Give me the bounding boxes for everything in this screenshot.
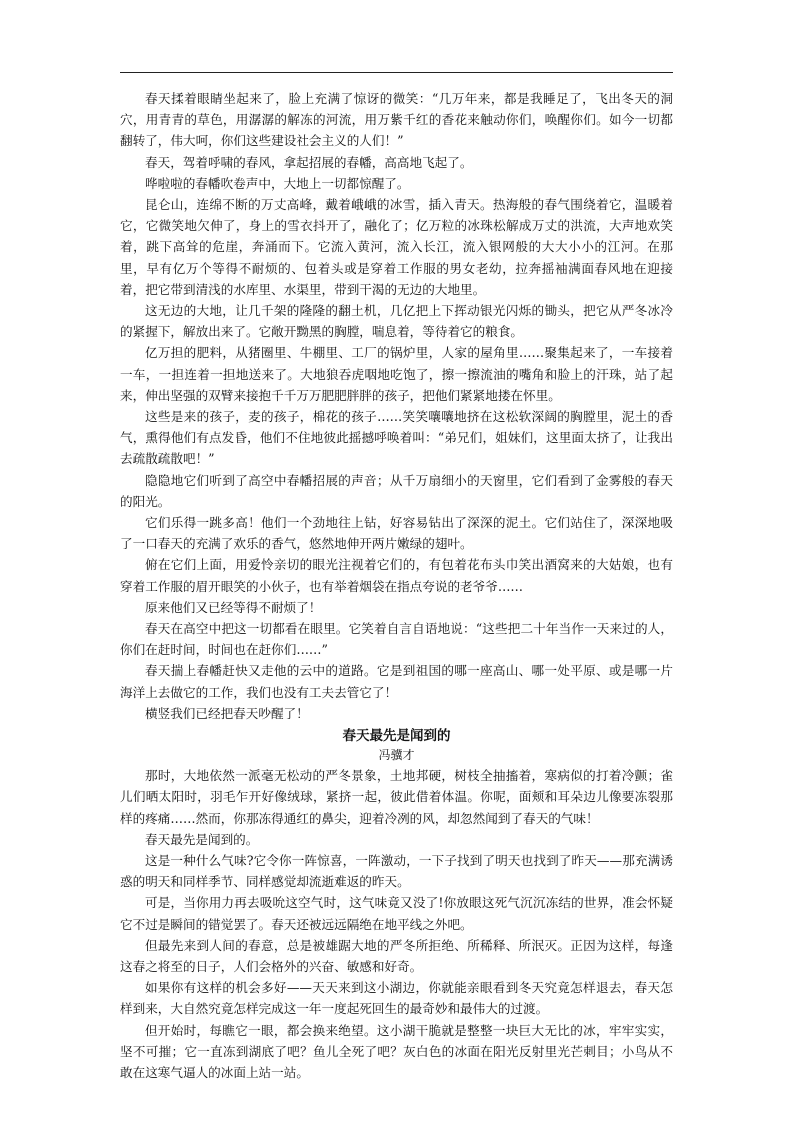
paragraph: 这些是来的孩子，麦的孩子，棉花的孩子……笑笑嚷嚷地挤在这松软深阔的胸膛里，泥土的香气，熏得他们有点发昏，他们不住地彼此摇撼呼唤着叫：“弟兄们，姐妹们，这里面太挤了，让我出去疏散疏散吧！” — [120, 409, 673, 467]
paragraph: 它们乐得一跳多高！他们一个劲地往上钻，好容易钻出了深深的泥土。它们站住了，深深地吸了一口春天的充满了欢乐的香气，悠然地伸开两片嫩绿的翅叶。 — [120, 515, 673, 552]
paragraph: 但开始时，每瞧它一眼，都会换来绝望。这小湖干脆就是整整一块巨大无比的冰，牢牢实实，坚不可摧；它一直冻到湖底了吧？鱼儿全死了吧？灰白色的冰面在阳光反射里光芒刺目；小鸟从不敢在这寒气逼人的冰面上站一站。 — [120, 1022, 673, 1080]
document-body — [120, 88, 673, 1083]
paragraph: 横竖我们已经把春天吵醒了！ — [145, 705, 309, 721]
paragraph: 春天揉着眼睛坐起来了，脸上充满了惊讶的微笑：“几万年来，都是我睡足了，飞出冬天的洞穴，用青青的草色，用潺潺的解冻的河流，用万紫千红的香花来触动你们，唤醒你们。如今一切都翻转了，伟大呵，你们这些建设社会主义的人们！” — [120, 91, 673, 149]
paragraph: 春天，驾着呼啸的春风，拿起招展的春幡，高高地飞起了。 — [145, 154, 473, 170]
paragraph: 俯在它们上面，用爱怜亲切的眼光注视着它们的，有包着花布头巾笑出酒窝来的大姑娘，也有穿着工作服的眉开眼笑的小伙子，也有举着烟袋在指点夸说的老爷爷…… — [120, 557, 673, 594]
paragraph: 亿万担的肥料，从猪圈里、牛棚里、工厂的锅炉里，人家的屋角里……聚集起来了，一车接着一车，一担连着一担地送来了。大地狼吞虎咽地吃饱了，擦一擦流油的嘴角和脸上的汗珠，站了起来，伸出坚强的双臂来接抱千千万万肥肥胖胖的孩子，把他们紧紧地搂在怀里。 — [120, 345, 673, 403]
paragraph: 春天最先是闻到的。 — [145, 831, 259, 847]
article-author: 冯骥才 — [378, 748, 415, 763]
paragraph: 这是一种什么气味?它令你一阵惊喜，一阵激动，一下子找到了明天也找到了昨天——那充满诱惑的明天和同样季节、同样感觉却流逝难返的昨天。 — [120, 852, 673, 890]
paragraph: 这无边的大地，让几千架的隆隆的翻土机，几亿把上下挥动银光闪烁的锄头，把它从严冬冰冷的紧握下，解放出来了。它敞开黝黑的胸膛，喘息着，等待着它的粮食。 — [120, 303, 673, 340]
paragraph: 原来他们又已经等得不耐烦了！ — [145, 599, 322, 615]
paragraph: 昆仑山，连绵不断的万丈高峰，戴着峨峨的冰雪，插入青天。热海般的春气围绕着它，温暖着它，它微笑地欠伸了，身上的雪衣抖开了，融化了；亿万粒的冰珠松解成万丈的洪流，大声地欢笑着，跳下高耸的危崖，奔涌而下。它流入黄河，流入长江，流入银网般的大大小小的江河。在那里，早有亿万个等得不耐烦的、包着头或是穿着工作服的男女老幼，拉奔摇袖满面春风地在迎接着，把它带到清浅的水库里、水渠里，带到干渴的无边的大地里。 — [120, 197, 673, 297]
paragraph: 如果你有这样的机会多好——天天来到这小湖边，你就能亲眼看到冬天究竟怎样退去，春天怎样到来，大自然究竟怎样完成这一年一度起死回生的最奇妙和最伟大的过渡。 — [120, 980, 673, 1017]
paragraph: 春天揣上春幡赶快又走他的云中的道路。它是到祖国的哪一座高山、哪一处平原、或是哪一片海洋上去做它的工作，我们也没有工夫去管它了！ — [120, 663, 673, 700]
paragraph: 那时，大地依然一派毫无松动的严冬景象，土地邦硬，树枝全抽搐着，寒病似的打着冷颤；雀儿们晒太阳时，羽毛乍开好像绒球，紧挤一起，彼此借着体温。你呢，面颊和耳朵边儿像要冻裂那样的疼痛……然而，你那冻得通红的鼻尖，迎着冷冽的风，却忽然闻到了春天的气味！ — [120, 768, 673, 826]
header-rule — [120, 72, 673, 73]
paragraph: 哗啦啦的春幡吹卷声中，大地上一切都惊醒了。 — [145, 175, 410, 191]
paragraph: 可是，当你用力再去吸吮这空气时，这气味竟又没了!你放眼这死气沉沉冻结的世界，准会怀疑它不过是瞬间的错觉罢了。春天还被远远隔绝在地平线之外吧。 — [120, 895, 673, 932]
article-title: 春天最先是闻到的 — [342, 728, 451, 745]
paragraph: 但最先来到人间的春意，总是被雄踞大地的严冬所拒绝、所稀释、所泯灭。正因为这样，每逢这春之将至的日子，人们会格外的兴奋、敏感和好奇。 — [120, 937, 673, 974]
paragraph: 春天在高空中把这一切都看在眼里。它笑着自言自语地说：“这些把二十年当作一天来过的人，你们在赶时间，时间也在赶你们……” — [120, 621, 673, 658]
paragraph: 隐隐地它们听到了高空中春幡招展的声音；从千万扇细小的天窗里，它们看到了金雾般的春天的阳光。 — [120, 472, 673, 509]
